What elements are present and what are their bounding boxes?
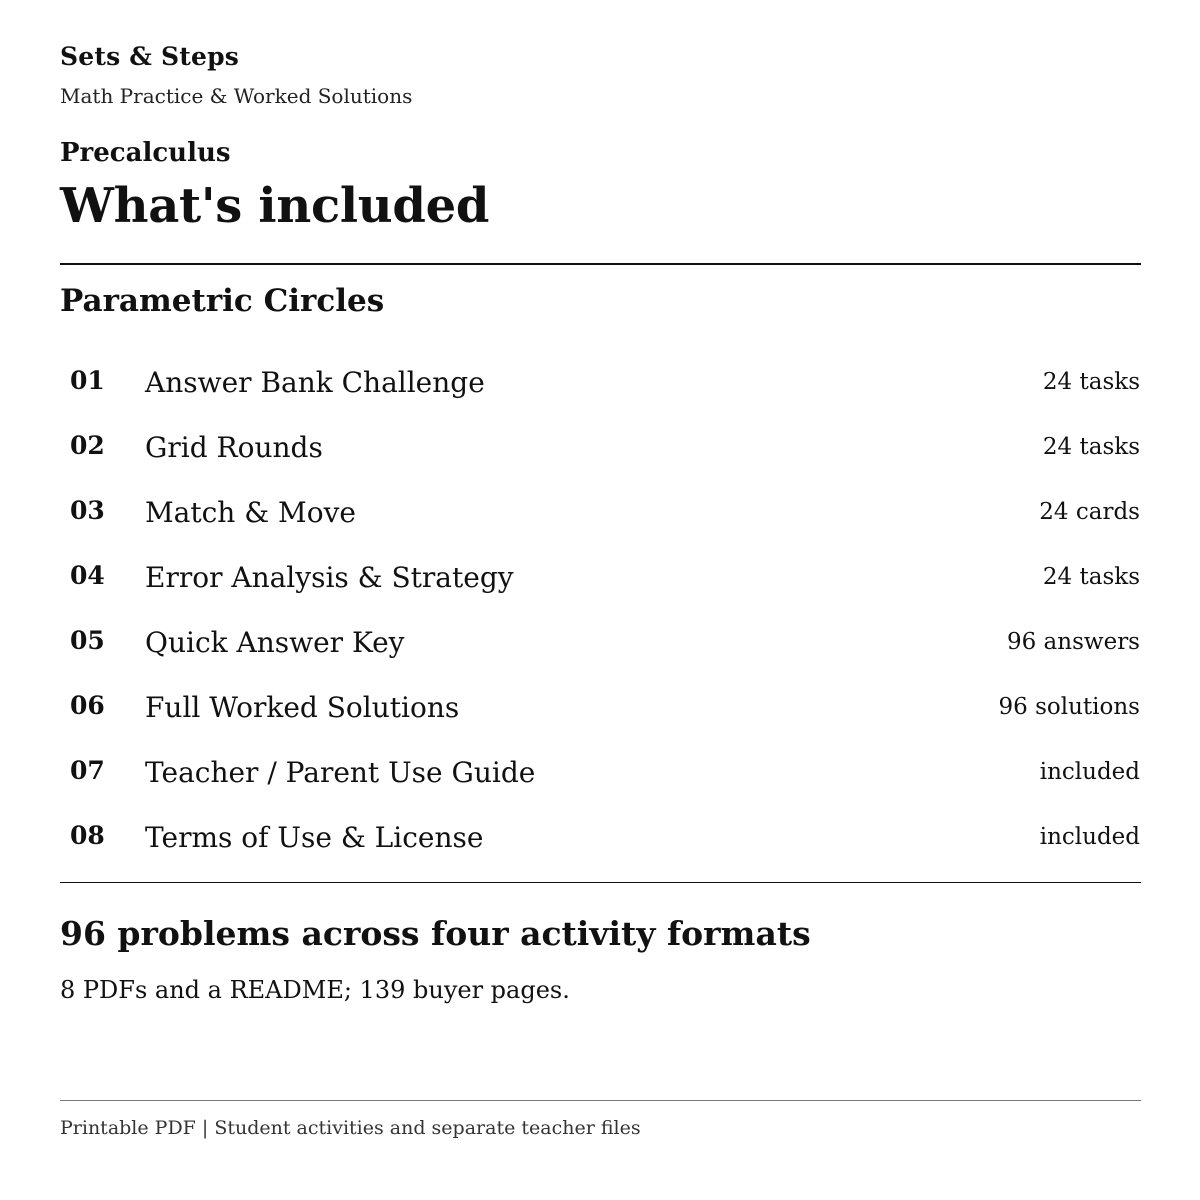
item-number: 06 — [70, 691, 105, 720]
item-count: 24 tasks — [1042, 564, 1140, 590]
subject-label: Precalculus — [60, 138, 231, 168]
list-item — [60, 547, 1141, 612]
item-number: 05 — [70, 626, 105, 655]
summary-detail: 8 PDFs and a README; 139 buyer pages. — [60, 976, 570, 1004]
item-count: included — [1039, 824, 1140, 850]
item-number: 07 — [70, 756, 105, 785]
header-divider — [60, 263, 1141, 265]
item-count: 24 cards — [1039, 499, 1140, 525]
list-item — [60, 677, 1141, 742]
item-number: 08 — [70, 821, 105, 850]
item-label: Quick Answer Key — [145, 626, 405, 659]
item-number: 04 — [70, 561, 105, 590]
list-item — [60, 482, 1141, 547]
item-number: 02 — [70, 431, 105, 460]
item-label: Match & Move — [145, 496, 356, 529]
item-label: Teacher / Parent Use Guide — [145, 756, 536, 789]
page-title: What's included — [60, 178, 490, 234]
item-label: Answer Bank Challenge — [145, 366, 485, 399]
contents-divider — [60, 882, 1141, 883]
list-item — [60, 807, 1141, 872]
item-label: Grid Rounds — [145, 431, 323, 464]
item-count: 96 answers — [1006, 629, 1140, 655]
item-label: Error Analysis & Strategy — [145, 561, 514, 594]
item-number: 01 — [70, 366, 105, 395]
item-count: 24 tasks — [1042, 369, 1140, 395]
product-sheet — [60, 0, 1141, 1200]
brand-tagline: Math Practice & Worked Solutions — [60, 84, 413, 108]
item-label: Terms of Use & License — [145, 821, 484, 854]
summary-heading: 96 problems across four activity formats — [60, 914, 811, 953]
footer-note: Printable PDF | Student activities and separate teacher files — [60, 1117, 641, 1139]
item-count: included — [1039, 759, 1140, 785]
brand-name: Sets & Steps — [60, 42, 240, 71]
section-title: Parametric Circles — [60, 283, 385, 319]
list-item — [60, 612, 1141, 677]
item-label: Full Worked Solutions — [145, 691, 460, 724]
footer-divider — [60, 1100, 1141, 1101]
item-count: 24 tasks — [1042, 434, 1140, 460]
list-item — [60, 352, 1141, 417]
item-number: 03 — [70, 496, 105, 525]
list-item — [60, 742, 1141, 807]
list-item — [60, 417, 1141, 482]
item-count: 96 solutions — [998, 694, 1140, 720]
contents-list — [60, 352, 1141, 872]
